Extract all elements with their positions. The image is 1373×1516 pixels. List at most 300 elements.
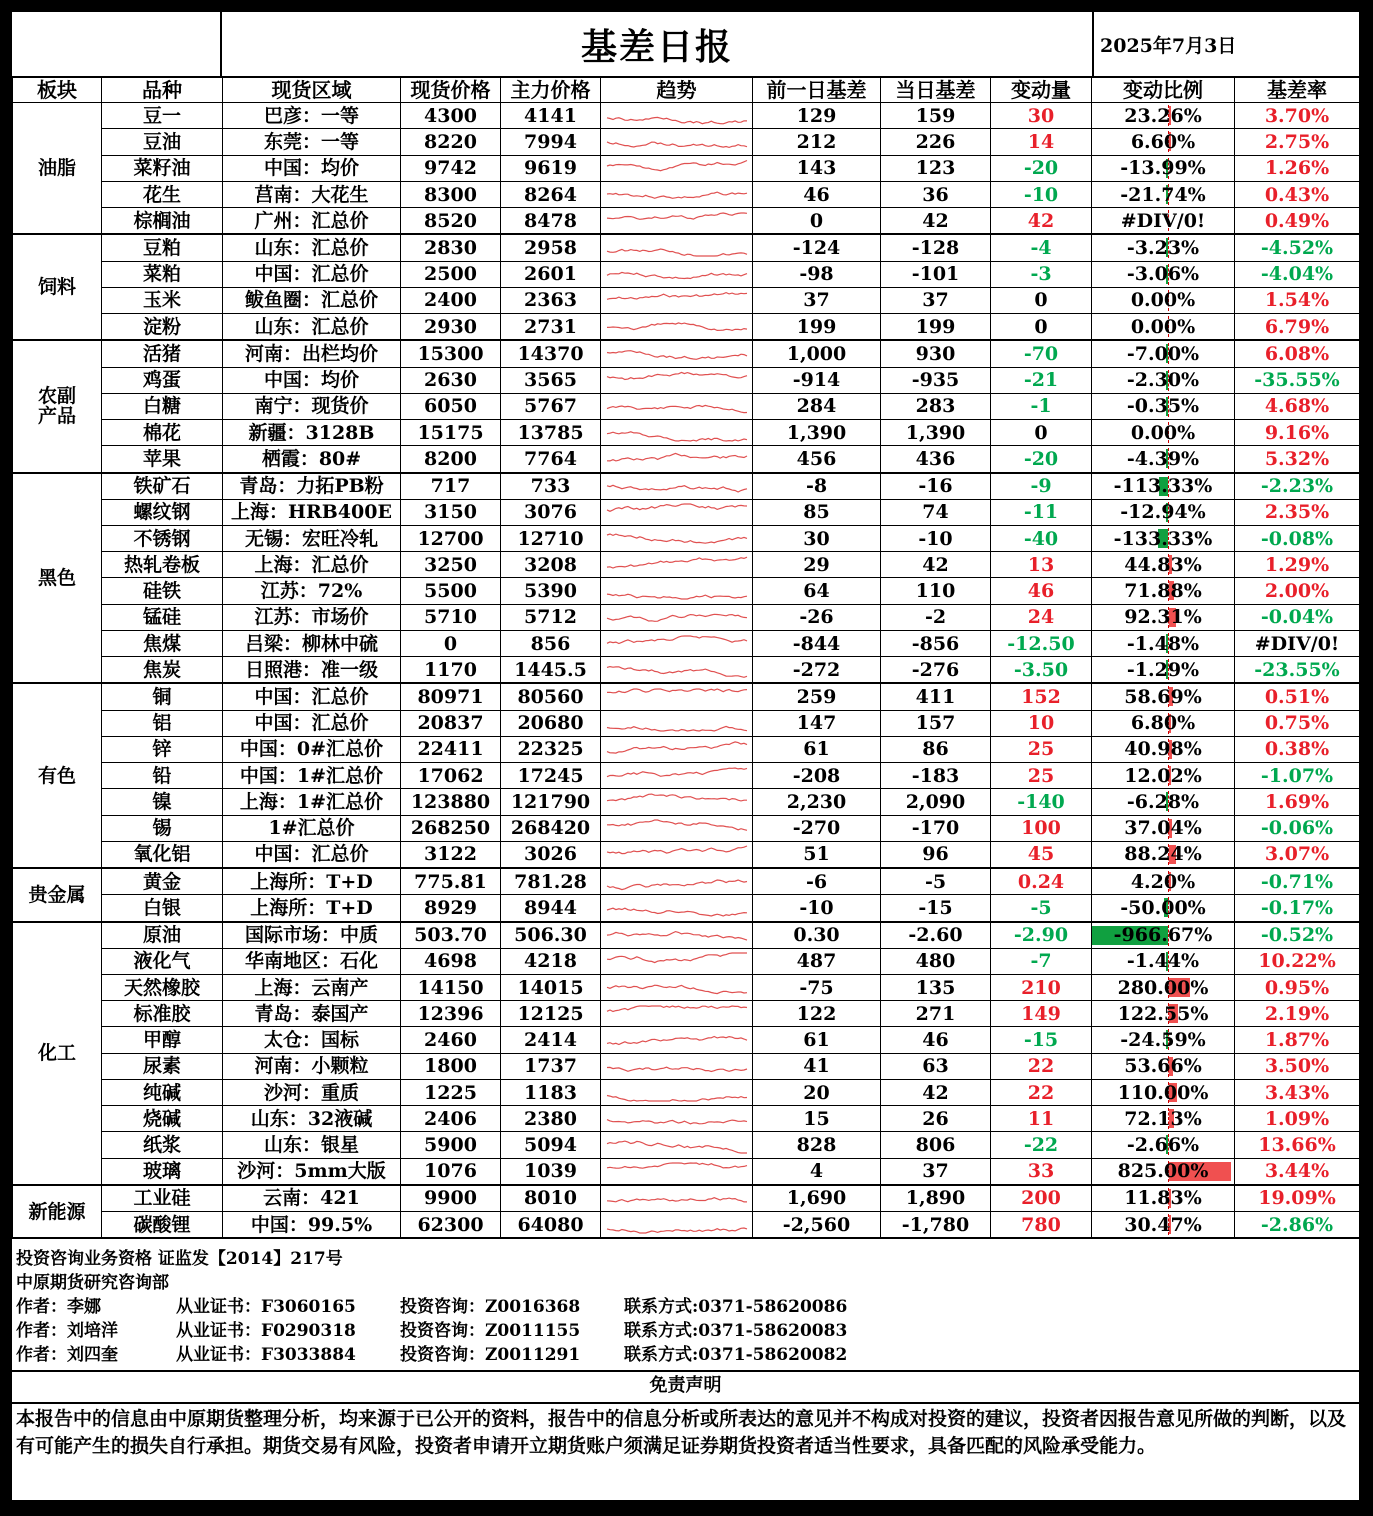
variety-cell: 热轧卷板: [102, 552, 223, 578]
change-pct-cell: [1092, 155, 1235, 181]
basis-rate-cell: 0.38%: [1235, 736, 1360, 762]
change-pct-cell: [1092, 922, 1235, 949]
main-price-cell: 8478: [501, 208, 601, 235]
col-header-basis-rate: 基差率: [1235, 77, 1360, 103]
trend-cell: [601, 1212, 753, 1239]
basis-rate-cell: #DIV/0!: [1235, 630, 1360, 656]
curr-basis-cell: 42: [881, 552, 991, 578]
trend-cell: [601, 922, 753, 949]
curr-basis-cell: -101: [881, 261, 991, 287]
variety-cell: 玉米: [102, 287, 223, 313]
trend-sparkline: [605, 342, 749, 366]
change-pct-cell: [1092, 1185, 1235, 1212]
variety-cell: 氧化铝: [102, 841, 223, 868]
trend-cell: [601, 578, 753, 604]
change-cell: -3: [991, 261, 1092, 287]
curr-basis-cell: 159: [881, 103, 991, 129]
change-pct-value: 6.80%: [1130, 712, 1196, 735]
sector-cell: 黑色: [13, 473, 102, 684]
trend-sparkline: [605, 949, 749, 973]
spot-price-cell: 2930: [401, 314, 501, 341]
region-cell: 上海：HRB400E: [223, 499, 401, 525]
main-price-cell: 14015: [501, 974, 601, 1000]
basis-rate-cell: 19.09%: [1235, 1185, 1360, 1212]
curr-basis-cell: -183: [881, 763, 991, 789]
spot-price-cell: 17062: [401, 763, 501, 789]
change-cell: 14: [991, 129, 1092, 155]
curr-basis-cell: -856: [881, 630, 991, 656]
col-header-region: 现货区域: [223, 77, 401, 103]
trend-line: [607, 615, 747, 622]
change-pct-cell: [1092, 367, 1235, 393]
trend-sparkline: [605, 183, 749, 207]
basis-rate-cell: 6.08%: [1235, 340, 1360, 367]
variety-cell: 豆一: [102, 103, 223, 129]
variety-cell: 苹果: [102, 446, 223, 473]
change-cell: 200: [991, 1185, 1092, 1212]
change-pct-cell: [1092, 683, 1235, 710]
trend-line: [607, 1119, 747, 1123]
main-price-cell: 733: [501, 473, 601, 500]
spot-price-cell: 3150: [401, 499, 501, 525]
variety-cell: 菜粕: [102, 261, 223, 287]
trend-cell: [601, 604, 753, 630]
trend-line: [607, 213, 747, 219]
change-pct-value: 23.26%: [1124, 104, 1202, 127]
change-pct-value: 4.20%: [1130, 870, 1196, 893]
change-pct-cell: [1092, 393, 1235, 419]
change-pct-value: -2.66%: [1126, 1133, 1200, 1156]
basis-rate-cell: -0.52%: [1235, 922, 1360, 949]
prev-basis-cell: -270: [753, 815, 881, 841]
trend-cell: [601, 974, 753, 1000]
region-cell: 中国：均价: [223, 155, 401, 181]
trend-line: [607, 820, 747, 830]
change-pct-cell: [1092, 261, 1235, 287]
variety-cell: 铝: [102, 710, 223, 736]
change-cell: 10: [991, 710, 1092, 736]
trend-line: [607, 953, 747, 963]
col-header-sector: 板块: [13, 77, 102, 103]
trend-sparkline: [605, 711, 749, 735]
change-pct-value: 30.47%: [1124, 1213, 1202, 1236]
sector-cell: 贵金属: [13, 868, 102, 921]
change-cell: 100: [991, 815, 1092, 841]
trend-line: [607, 351, 747, 360]
trend-cell: [601, 868, 753, 895]
main-price-cell: 5712: [501, 604, 601, 630]
spot-price-cell: 80971: [401, 683, 501, 710]
change-pct-value: 0.00%: [1130, 289, 1196, 312]
main-price-cell: 8264: [501, 181, 601, 207]
spot-price-cell: 1800: [401, 1053, 501, 1079]
region-cell: 江苏：市场价: [223, 604, 401, 630]
basis-rate-cell: 9.16%: [1235, 420, 1360, 446]
prev-basis-cell: 51: [753, 841, 881, 868]
main-price-cell: 2380: [501, 1106, 601, 1132]
change-pct-value: 0.00%: [1130, 421, 1196, 444]
change-pct-cell: [1092, 789, 1235, 815]
change-pct-cell: [1092, 815, 1235, 841]
trend-line: [607, 293, 747, 300]
trend-sparkline: [605, 896, 749, 920]
change-pct-cell: [1092, 710, 1235, 736]
variety-cell: 液化气: [102, 948, 223, 974]
trend-cell: [601, 499, 753, 525]
change-pct-cell: [1092, 234, 1235, 261]
change-pct-value: -0.35%: [1126, 395, 1200, 418]
author-cert: 从业证书：F0290318: [176, 1321, 356, 1341]
basis-rate-cell: -0.06%: [1235, 815, 1360, 841]
table-row: [13, 1053, 1360, 1079]
prev-basis-cell: 487: [753, 948, 881, 974]
prev-basis-cell: -914: [753, 367, 881, 393]
department-text: 中原期货研究咨询部: [16, 1273, 169, 1293]
basis-rate-cell: -1.07%: [1235, 763, 1360, 789]
change-cell: 25: [991, 763, 1092, 789]
trend-cell: [601, 1079, 753, 1105]
trend-sparkline: [605, 130, 749, 154]
disclaimer-text: 本报告中的信息由中原期货整理分析，均来源于已公开的资料，报告中的信息分析或所表达的意见并不构成对投资的建议，投资者因报告意见所做的判断，以及有可能产生的损失自行承担。期货交易有风险，投资者申请开立期货账户须满足证券期货投资者适当性要求，具备匹配的风险承受能力。: [16, 1408, 1347, 1457]
spot-price-cell: 717: [401, 473, 501, 500]
basis-rate-cell: 10.22%: [1235, 948, 1360, 974]
prev-basis-cell: 122: [753, 1001, 881, 1027]
table-row: [13, 1132, 1360, 1158]
prev-basis-cell: 46: [753, 181, 881, 207]
variety-cell: 铁矿石: [102, 473, 223, 500]
table-row: [13, 736, 1360, 762]
trend-sparkline: [605, 1054, 749, 1078]
change-pct-cell: [1092, 340, 1235, 367]
trend-cell: [601, 1001, 753, 1027]
trend-sparkline: [605, 737, 749, 761]
change-pct-value: 825.00%: [1117, 1160, 1209, 1183]
main-price-cell: 4218: [501, 948, 601, 974]
spot-price-cell: 8520: [401, 208, 501, 235]
table-row: [13, 657, 1360, 684]
region-cell: 无锡：宏旺冷轧: [223, 525, 401, 551]
change-pct-value: -21.74%: [1120, 183, 1206, 206]
spot-price-cell: 4300: [401, 103, 501, 129]
change-pct-cell: [1092, 473, 1235, 500]
variety-cell: 黄金: [102, 868, 223, 895]
trend-line: [607, 666, 747, 677]
variety-cell: 豆粕: [102, 234, 223, 261]
basis-rate-cell: -4.52%: [1235, 234, 1360, 261]
variety-cell: 镍: [102, 789, 223, 815]
curr-basis-cell: 74: [881, 499, 991, 525]
curr-basis-cell: -128: [881, 234, 991, 261]
change-pct-cell: [1092, 1001, 1235, 1027]
region-cell: 上海：汇总价: [223, 552, 401, 578]
change-pct-cell: [1092, 208, 1235, 235]
curr-basis-cell: 436: [881, 446, 991, 473]
change-pct-cell: [1092, 129, 1235, 155]
trend-cell: [601, 393, 753, 419]
change-pct-cell: [1092, 1079, 1235, 1105]
main-price-cell: 12125: [501, 1001, 601, 1027]
region-cell: 青岛：泰国产: [223, 1001, 401, 1027]
basis-rate-cell: 3.43%: [1235, 1079, 1360, 1105]
change-pct-cell: [1092, 1106, 1235, 1132]
change-cell: -140: [991, 789, 1092, 815]
curr-basis-cell: 26: [881, 1106, 991, 1132]
change-cell: 22: [991, 1079, 1092, 1105]
change-pct-cell: [1092, 552, 1235, 578]
trend-line: [607, 142, 747, 148]
basis-rate-cell: 0.49%: [1235, 208, 1360, 235]
trend-sparkline: [605, 923, 749, 947]
region-cell: 山东：银星: [223, 1132, 401, 1158]
trend-sparkline: [605, 553, 749, 577]
change-pct-cell: [1092, 525, 1235, 551]
prev-basis-cell: -6: [753, 868, 881, 895]
change-cell: 25: [991, 736, 1092, 762]
main-price-cell: 268420: [501, 815, 601, 841]
trend-cell: [601, 208, 753, 235]
main-price-cell: 5767: [501, 393, 601, 419]
variety-cell: 锌: [102, 736, 223, 762]
variety-cell: 螺纹钢: [102, 499, 223, 525]
table-row: [13, 181, 1360, 207]
change-cell: -7: [991, 948, 1092, 974]
trend-line: [607, 985, 747, 993]
author-advisory: 投资咨询：Z0011155: [400, 1321, 581, 1341]
region-cell: 江苏：72%: [223, 578, 401, 604]
change-pct-value: 92.31%: [1124, 606, 1202, 629]
change-cell: -1: [991, 393, 1092, 419]
region-cell: 上海所：T+D: [223, 895, 401, 922]
change-pct-cell: [1092, 1027, 1235, 1053]
trend-sparkline: [605, 527, 749, 551]
region-cell: 河南：小颗粒: [223, 1053, 401, 1079]
change-pct-cell: [1092, 736, 1235, 762]
change-pct-cell: [1092, 895, 1235, 922]
trend-cell: [601, 895, 753, 922]
change-pct-cell: [1092, 499, 1235, 525]
change-pct-value: 0.00%: [1130, 315, 1196, 338]
basis-rate-cell: 1.09%: [1235, 1106, 1360, 1132]
main-price-cell: 80560: [501, 683, 601, 710]
change-pct-value: 37.04%: [1124, 817, 1202, 840]
change-cell: -3.50: [991, 657, 1092, 684]
basis-rate-cell: 0.95%: [1235, 974, 1360, 1000]
author-advisory: 投资咨询：Z0016368: [400, 1297, 581, 1317]
variety-cell: 玻璃: [102, 1158, 223, 1185]
change-cell: -15: [991, 1027, 1092, 1053]
trend-sparkline: [605, 447, 749, 471]
change-cell: -5: [991, 895, 1092, 922]
sector-cell: 化工: [13, 922, 102, 1185]
change-cell: 46: [991, 578, 1092, 604]
region-cell: 中国：汇总价: [223, 683, 401, 710]
spot-price-cell: 503.70: [401, 922, 501, 949]
table-row: [13, 208, 1360, 235]
table-row: [13, 393, 1360, 419]
trend-sparkline: [605, 1028, 749, 1052]
trend-cell: [601, 525, 753, 551]
prev-basis-cell: 61: [753, 736, 881, 762]
table-row: [13, 710, 1360, 736]
change-pct-value: -3.23%: [1126, 237, 1200, 260]
variety-cell: 淀粉: [102, 314, 223, 341]
change-pct-value: -1.44%: [1126, 950, 1200, 973]
trend-sparkline: [605, 1002, 749, 1026]
main-price-cell: 3026: [501, 841, 601, 868]
change-cell: 45: [991, 841, 1092, 868]
trend-sparkline: [605, 262, 749, 286]
trend-line: [607, 485, 747, 492]
trend-cell: [601, 103, 753, 129]
trend-cell: [601, 630, 753, 656]
trend-sparkline: [605, 421, 749, 445]
prev-basis-cell: 64: [753, 578, 881, 604]
col-header-change-pct: 变动比例: [1092, 77, 1235, 103]
prev-basis-cell: 284: [753, 393, 881, 419]
change-pct-value: -24.59%: [1120, 1029, 1206, 1052]
spot-price-cell: 8220: [401, 129, 501, 155]
variety-cell: 白糖: [102, 393, 223, 419]
spot-price-cell: 5900: [401, 1132, 501, 1158]
main-price-cell: 506.30: [501, 922, 601, 949]
prev-basis-cell: 15: [753, 1106, 881, 1132]
sector-cell: 有色: [13, 683, 102, 868]
change-cell: -20: [991, 446, 1092, 473]
basis-rate-cell: 4.68%: [1235, 393, 1360, 419]
change-pct-value: -4.39%: [1126, 447, 1200, 470]
table-row: [13, 630, 1360, 656]
variety-cell: 碳酸锂: [102, 1212, 223, 1239]
main-price-cell: 2414: [501, 1027, 601, 1053]
trend-line: [607, 1006, 747, 1012]
curr-basis-cell: 86: [881, 736, 991, 762]
spot-price-cell: 62300: [401, 1212, 501, 1239]
trend-cell: [601, 129, 753, 155]
basis-rate-cell: 3.44%: [1235, 1158, 1360, 1185]
variety-cell: 棉花: [102, 420, 223, 446]
table-row: [13, 683, 1360, 710]
region-cell: 中国：均价: [223, 367, 401, 393]
change-cell: -9: [991, 473, 1092, 500]
change-pct-cell: [1092, 948, 1235, 974]
basis-table: [12, 76, 1360, 1239]
basis-rate-cell: -2.23%: [1235, 473, 1360, 500]
trend-line: [607, 908, 747, 916]
change-pct-cell: [1092, 841, 1235, 868]
change-pct-value: 44.83%: [1124, 553, 1202, 576]
variety-cell: 铅: [102, 763, 223, 789]
basis-rate-cell: 2.19%: [1235, 1001, 1360, 1027]
main-price-cell: 2363: [501, 287, 601, 313]
basis-rate-cell: 2.35%: [1235, 499, 1360, 525]
change-pct-value: -6.28%: [1126, 790, 1200, 813]
change-pct-value: 72.13%: [1124, 1107, 1202, 1130]
basis-rate-cell: 1.69%: [1235, 789, 1360, 815]
change-pct-value: 40.98%: [1124, 738, 1202, 761]
trend-line: [607, 594, 747, 599]
prev-basis-cell: 20: [753, 1079, 881, 1105]
change-pct-cell: [1092, 287, 1235, 313]
change-pct-value: 71.88%: [1124, 580, 1202, 603]
main-price-cell: 17245: [501, 763, 601, 789]
prev-basis-cell: 1,000: [753, 340, 881, 367]
basis-rate-cell: 2.00%: [1235, 578, 1360, 604]
spot-price-cell: 22411: [401, 736, 501, 762]
table-body: [13, 103, 1360, 1239]
change-pct-cell: [1092, 630, 1235, 656]
region-cell: 山东：汇总价: [223, 314, 401, 341]
trend-line: [607, 273, 747, 279]
change-cell: 152: [991, 683, 1092, 710]
basis-rate-cell: 0.75%: [1235, 710, 1360, 736]
spot-price-cell: 2830: [401, 234, 501, 261]
trend-line: [607, 406, 747, 413]
trend-line: [607, 323, 747, 331]
table-row: [13, 1185, 1360, 1212]
change-cell: 149: [991, 1001, 1092, 1027]
trend-line: [607, 1037, 747, 1045]
basis-rate-cell: 1.29%: [1235, 552, 1360, 578]
table-row: [13, 1158, 1360, 1185]
main-price-cell: 3565: [501, 367, 601, 393]
variety-cell: 鸡蛋: [102, 367, 223, 393]
curr-basis-cell: 42: [881, 1079, 991, 1105]
table-row: [13, 446, 1360, 473]
trend-cell: [601, 340, 753, 367]
spot-price-cell: 8929: [401, 895, 501, 922]
curr-basis-cell: 806: [881, 1132, 991, 1158]
basis-rate-cell: -0.08%: [1235, 525, 1360, 551]
basis-rate-cell: 0.51%: [1235, 683, 1360, 710]
basis-rate-cell: 13.66%: [1235, 1132, 1360, 1158]
variety-cell: 标准胶: [102, 1001, 223, 1027]
spot-price-cell: 268250: [401, 815, 501, 841]
region-cell: 南宁：现货价: [223, 393, 401, 419]
main-price-cell: 7994: [501, 129, 601, 155]
prev-basis-cell: 85: [753, 499, 881, 525]
region-cell: 青岛：力拓PB粉: [223, 473, 401, 500]
main-price-cell: 22325: [501, 736, 601, 762]
change-pct-cell: [1092, 420, 1235, 446]
region-cell: 山东：汇总价: [223, 234, 401, 261]
basis-rate-cell: 5.32%: [1235, 446, 1360, 473]
main-price-cell: 781.28: [501, 868, 601, 895]
curr-basis-cell: 480: [881, 948, 991, 974]
spot-price-cell: 0: [401, 630, 501, 656]
table-row: [13, 1212, 1360, 1239]
trend-cell: [601, 1158, 753, 1185]
curr-basis-cell: 271: [881, 1001, 991, 1027]
disclaimer-title: 免责声明: [12, 1370, 1359, 1404]
region-cell: 中国：汇总价: [223, 841, 401, 868]
change-cell: 22: [991, 1053, 1092, 1079]
spot-price-cell: 20837: [401, 710, 501, 736]
change-cell: -2.90: [991, 922, 1092, 949]
variety-cell: 焦炭: [102, 657, 223, 684]
main-price-cell: 1183: [501, 1079, 601, 1105]
main-price-cell: 4141: [501, 103, 601, 129]
region-cell: 1#汇总价: [223, 815, 401, 841]
region-cell: 太仓：国标: [223, 1027, 401, 1053]
curr-basis-cell: -15: [881, 895, 991, 922]
trend-cell: [601, 234, 753, 261]
trend-sparkline: [605, 764, 749, 788]
curr-basis-cell: 157: [881, 710, 991, 736]
curr-basis-cell: -1,780: [881, 1212, 991, 1239]
author-name: 作者：李娜: [16, 1297, 101, 1317]
trend-line: [607, 1095, 747, 1101]
table-row: [13, 868, 1360, 895]
